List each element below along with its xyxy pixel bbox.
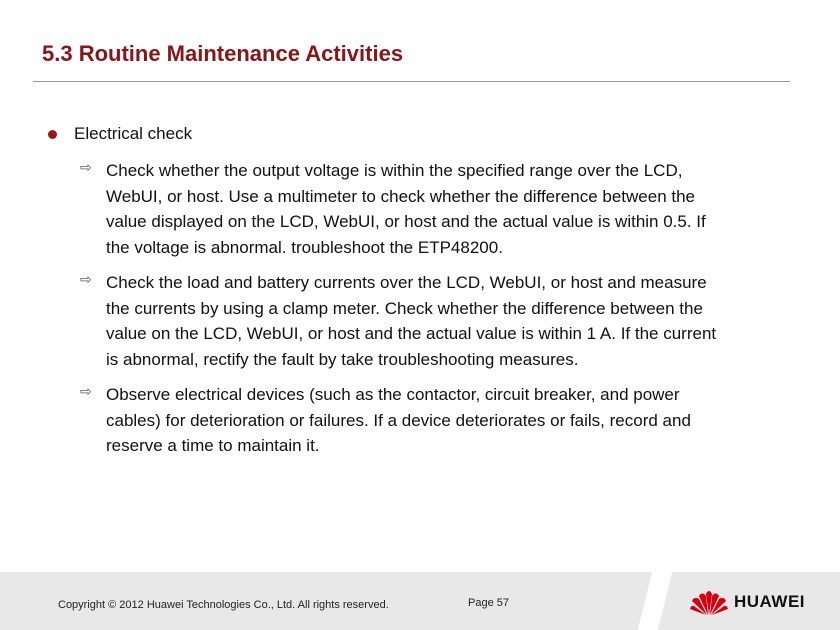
arrow-right-icon: ⇨ [80, 383, 92, 399]
text-line: Check whether the output voltage is within the specified range over the LCD, [106, 161, 683, 180]
text-line: WebUI, or host. Use a multimeter to check whether the difference between the [106, 186, 696, 206]
text-line: cables) for deterioration or failures. If a device deteriorates or fails, record and [106, 410, 691, 430]
bullet-electrical-check: Electrical check [74, 124, 193, 143]
title-divider [33, 81, 790, 82]
bullet-dot-icon [48, 130, 57, 139]
text-line: Check the load and battery currents over the LCD, WebUI, or host and measure [106, 273, 707, 292]
sub-item [80, 158, 780, 261]
sub-item [80, 382, 780, 459]
slide-title: 5.3 Routine Maintenance Activities [42, 41, 404, 66]
text-line: value displayed on the LCD, WebUI, or host and the actual value is within 0.5. If [106, 212, 706, 232]
text-line: value on the LCD, WebUI, or host and the actual value is within 1 A. If the current [106, 324, 717, 344]
huawei-flower-icon [690, 588, 728, 616]
huawei-logo [690, 588, 805, 616]
text-line: reserve a time to maintain it. [106, 436, 320, 456]
sub-item [80, 270, 780, 373]
copyright: Copyright © 2012 Huawei Technologies Co., Ltd. All rights reserved. [58, 599, 389, 611]
text-line: the currents by using a clamp meter. Check whether the difference between the [106, 298, 703, 318]
arrow-right-icon: ⇨ [80, 159, 92, 175]
text-line: the voltage is abnormal. troubleshoot the ETP48200. [106, 238, 503, 258]
text-line: is abnormal, rectify the fault by take troubleshooting measures. [106, 350, 579, 370]
page-number: Page 57 [468, 597, 509, 609]
text-line: Observe electrical devices (such as the contactor, circuit breaker, and power [106, 385, 680, 404]
logo-text: HUAWEI [734, 592, 805, 611]
arrow-right-icon: ⇨ [80, 271, 92, 287]
